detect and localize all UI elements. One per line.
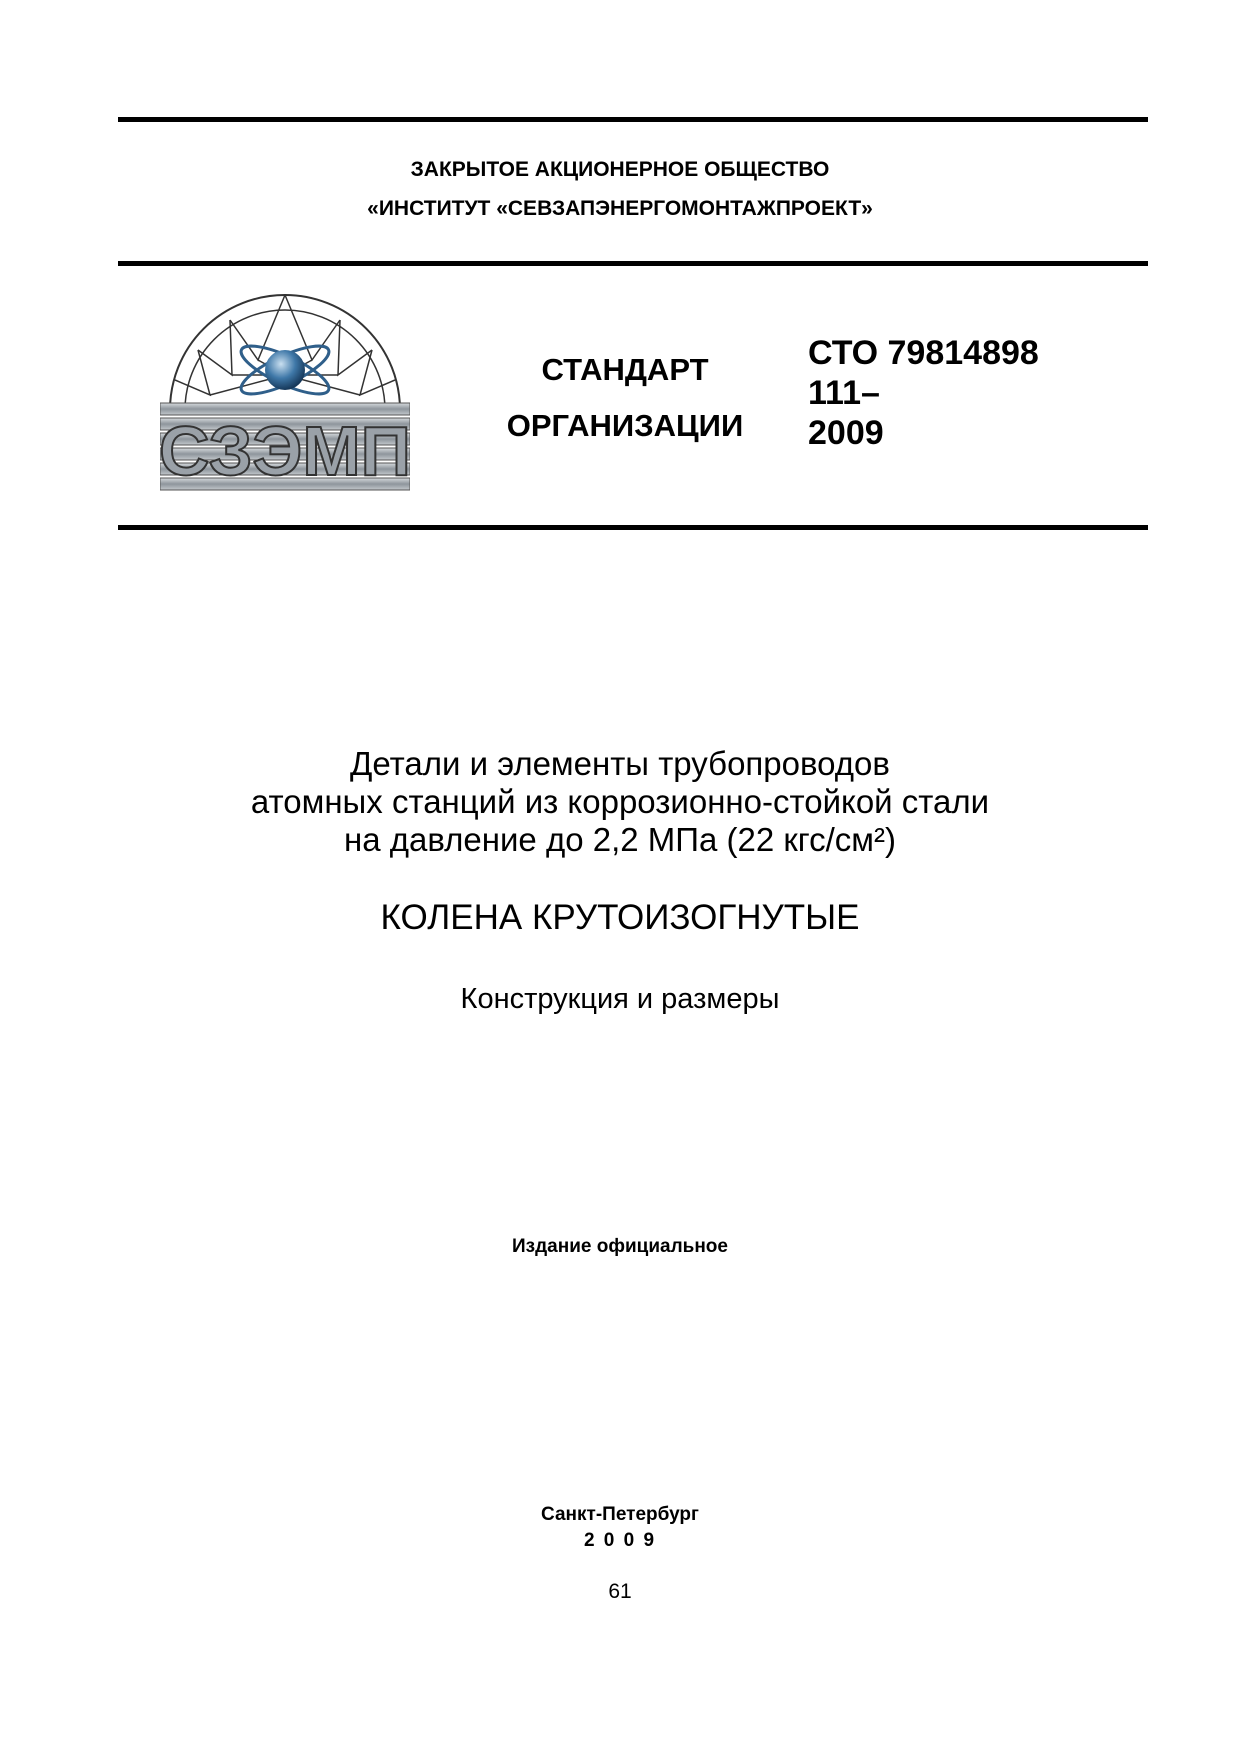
edition-note: Издание официальное xyxy=(512,1236,728,1257)
title-line2: атомных станций из коррозионно-стойкой стали xyxy=(250,783,990,820)
document-subsubtitle: Конструкция и размеры xyxy=(460,983,780,1015)
header-rule xyxy=(118,261,1148,266)
header-bottom-rule xyxy=(118,525,1148,530)
org-name-line2: «ИНСТИТУТ «СЕВЗАПЭНЕРГОМОНТАЖПРОЕКТ» xyxy=(367,197,873,220)
company-logo xyxy=(160,275,410,515)
title-line1: Детали и элементы трубопроводов xyxy=(350,745,890,782)
title-line3: на давление до 2,2 МПа (22 кгс/см²) xyxy=(344,821,896,858)
document-subtitle: КОЛЕНА КРУТОИЗОГНУТЫЕ xyxy=(380,898,860,937)
standard-code-line2: 111– xyxy=(808,374,880,412)
standard-code xyxy=(808,333,1039,453)
document-title xyxy=(0,745,1240,859)
city: Санкт-Петербург xyxy=(541,1504,699,1525)
top-rule xyxy=(118,117,1148,122)
standard-label-line2: ОРГАНИЗАЦИИ xyxy=(506,408,744,443)
standard-code-line1: СТО 79814898 xyxy=(808,334,1039,372)
atom-arc-logo-icon xyxy=(160,275,410,515)
standard-code-line3: 2009 xyxy=(808,414,884,452)
logo-text: СЗЭМП xyxy=(160,412,410,490)
org-name-line1: ЗАКРЫТОЕ АКЦИОНЕРНОЕ ОБЩЕСТВО xyxy=(410,158,830,181)
page-number: 61 xyxy=(608,1580,632,1603)
year: 2 0 0 9 xyxy=(583,1530,657,1551)
standard-label-line1: СТАНДАРТ xyxy=(541,352,709,387)
